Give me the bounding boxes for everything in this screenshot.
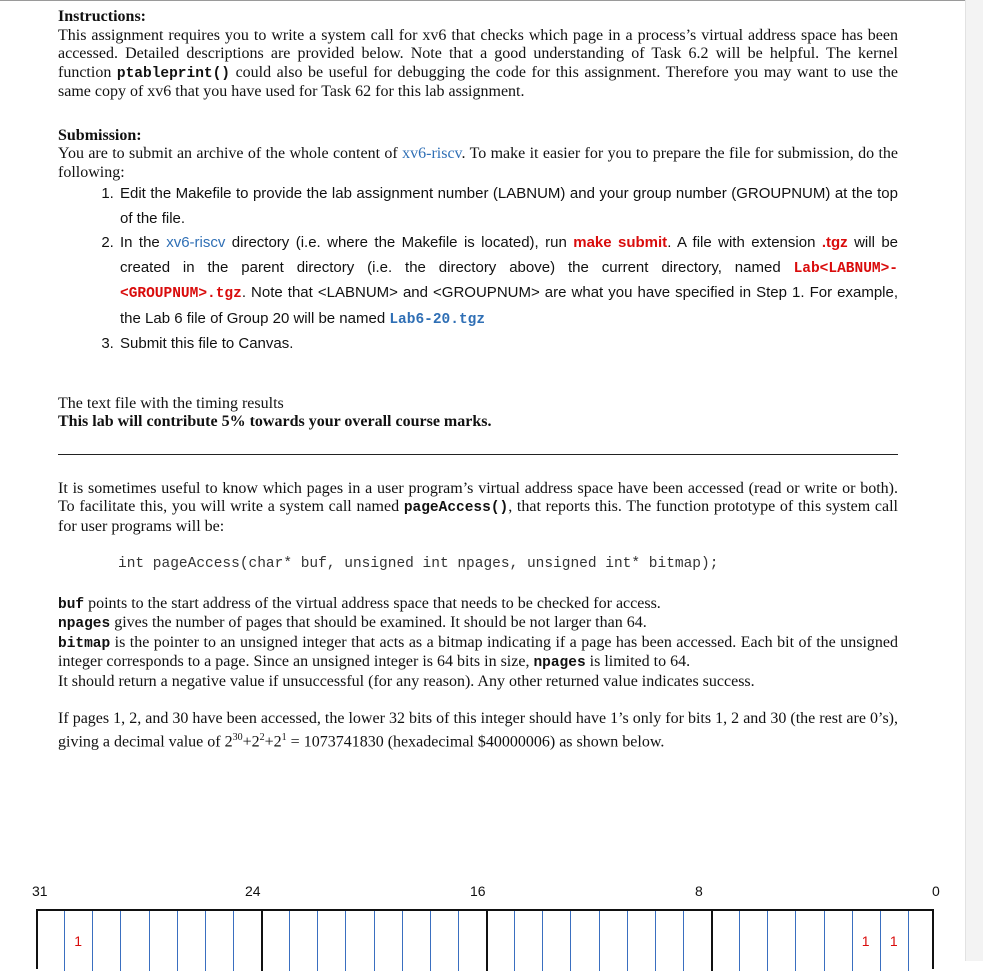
document-page (58, 8, 898, 751)
plus-term: +2 (264, 732, 282, 750)
instructions-paragraph (58, 27, 898, 102)
timing-results-line: The text file with the timing results (58, 394, 284, 412)
scrollbar[interactable] (965, 0, 983, 961)
npages-description (58, 614, 898, 634)
archive-name-example: Lab6-20.tgz (389, 311, 486, 328)
submission-section (58, 127, 898, 432)
bitmap-cell-divider (486, 911, 488, 971)
function-prototype: int pageAccess(char* buf, unsigned int npages, unsigned int* bitmap); (118, 556, 719, 572)
bitmap-cell-divider (177, 911, 178, 971)
bitmap-diagram (36, 909, 934, 969)
xv6-riscv-dir-link[interactable]: xv6-riscv (166, 234, 226, 251)
submission-heading: Submission: (58, 126, 142, 144)
exponent: 1 (281, 731, 287, 743)
instructions-text: This assignment requires you to write a system call for xv6 that checks which page in a process’s virtual address space has been accessed. Detailed descriptions are provided below. Note that a good understanding of Task 6.2 will be helpful. The kernel function (58, 26, 898, 81)
bitmap-cell-divider (317, 911, 318, 971)
bit-2-value: 1 (861, 933, 870, 949)
pageaccess-code: pageAccess() (403, 500, 509, 516)
archive-name-pattern: Lab<LABNUM>-<GROUPNUM>.tgz (120, 260, 898, 302)
bitmap-cell-divider (402, 911, 403, 971)
submission-intro (58, 145, 898, 182)
bitmap-cell-divider (120, 911, 121, 971)
exponent: 2 (259, 731, 265, 743)
instructions-section (58, 8, 898, 102)
bitmap-cell-divider (767, 911, 768, 971)
intro-text-cont: , that reports this. The function prototype of this system call for user programs will be: (58, 498, 899, 535)
bitmap-cell-divider (374, 911, 375, 971)
course-contribution-note: This lab will contribute 5% towards your overall course marks. (58, 413, 492, 430)
bitmap-cell-divider (599, 911, 600, 971)
bitmap-cell-divider (64, 911, 65, 971)
example-paragraph (58, 710, 898, 751)
bit-label-8: 8 (694, 883, 703, 899)
npages-code: npages (533, 655, 586, 671)
npages-code: npages (58, 616, 111, 632)
intro-text: It is sometimes useful to know which pages in a user program’s virtual address space have been accessed (read or write or both). To facilitate this, you will write a system call named (58, 479, 898, 515)
step-2 (118, 231, 898, 332)
step2-text: . A file with extension (667, 234, 822, 251)
bitmap-cell-divider (711, 911, 713, 971)
make-submit-command: make submit (573, 234, 668, 251)
step2-text: directory (i.e. where the Makefile is located), run (225, 234, 574, 251)
bitmap-cell-divider (430, 911, 431, 971)
bitmap-cell-divider (205, 911, 206, 971)
bitmap-cell-divider (739, 911, 740, 971)
buf-text: points to the start address of the virtual address space that needs to be checked for access. (84, 594, 661, 612)
exponent: 30 (232, 731, 243, 743)
bitmap-cell-divider (458, 911, 459, 971)
bitmap-text: is the pointer to an unsigned integer that acts as a bitmap indicating if a page has been accessed. Each bit of the unsigned integer corresponds to a page. Since an unsigned integer is 64 bits in size, (58, 633, 898, 670)
bit-30-value: 1 (74, 933, 82, 949)
bitmap-code: bitmap (58, 635, 111, 652)
bit-label-31: 31 (32, 883, 48, 899)
bitmap-cell-divider (852, 911, 853, 971)
submission-text: You are to submit an archive of the whole content of (58, 145, 403, 162)
step2-text: . Note that <LABNUM> and <GROUPNUM> are what you have specified in Step 1. For example, the Lab 6 file of Group 20 will be named (120, 284, 898, 327)
bit-label-0: 0 (932, 883, 940, 899)
step2-text: will be created in the parent directory (i.e. the directory above) the current directory, named (120, 234, 899, 276)
step-1: 1. Edit the Makefile to provide the lab assignment number (LABNUM) and your group number (GROUPNUM) at the top of the file. (118, 182, 898, 231)
instructions-text-cont: could also be useful for debugging the code for this assignment. Therefore you may want to use the same copy of xv6 that you have used for Task 62 for this lab assignment. (58, 63, 899, 100)
example-text: If pages 1, 2, and 30 have been accessed, the lower 32 bits of this integer should have 1’s only for bits 1, 2 and 30 (the rest are 0’s), giving a decimal value of 2 (58, 710, 898, 750)
buf-description (58, 595, 898, 615)
bit-label-24: 24 (244, 883, 261, 899)
bitmap-cell-divider (149, 911, 150, 971)
example-text-cont: = 1073741830 (hexadecimal $40000006) as shown below. (286, 732, 665, 750)
intro-paragraph (58, 480, 898, 537)
step-3: 3. Submit this file to Canvas. (118, 332, 898, 357)
bitmap-cell-divider (683, 911, 684, 971)
tgz-extension: .tgz (821, 234, 848, 251)
bitmap-cell-divider (570, 911, 571, 971)
page-access-section (58, 480, 898, 752)
bit-1-value: 1 (889, 933, 898, 949)
bitmap-cell-divider (880, 911, 881, 971)
bitmap-cell-divider (514, 911, 515, 971)
bitmap-cell-divider (345, 911, 346, 971)
xv6-riscv-link[interactable]: xv6-riscv (402, 145, 462, 162)
buf-code: buf (58, 596, 85, 613)
npages-text: gives the number of pages that should be examined. It should be not larger than 64. (110, 614, 647, 631)
bitmap-cell-divider (824, 911, 825, 971)
submission-text-cont: . To make it easier for you to prepare the file for submission, do the following: (58, 145, 898, 181)
bit-label-16: 16 (469, 883, 486, 899)
bitmap-cell-divider (233, 911, 234, 971)
step2-text: In the (120, 234, 167, 251)
bitmap-description (58, 634, 898, 673)
bitmap-cell-divider (542, 911, 543, 971)
bitmap-cell-divider (655, 911, 656, 971)
instructions-heading: Instructions: (58, 8, 147, 25)
bitmap-cell-divider (795, 911, 796, 971)
bitmap-cell-divider (289, 911, 290, 971)
bitmap-cell-divider (92, 911, 93, 971)
submission-steps (58, 182, 898, 357)
bit-position-labels (0, 883, 966, 903)
plus-term: +2 (242, 732, 260, 750)
bitmap-cell-divider (261, 911, 263, 971)
bitmap-text-cont: is limited to 64. (585, 653, 691, 670)
return-description: It should return a negative value if unsuccessful (for any reason). Any other returned value indicates success. (58, 672, 755, 690)
ptableprint-code: ptableprint() (116, 65, 231, 82)
bitmap-cell-divider (627, 911, 628, 971)
top-border (0, 0, 966, 1)
bitmap-cell-divider (908, 911, 909, 971)
